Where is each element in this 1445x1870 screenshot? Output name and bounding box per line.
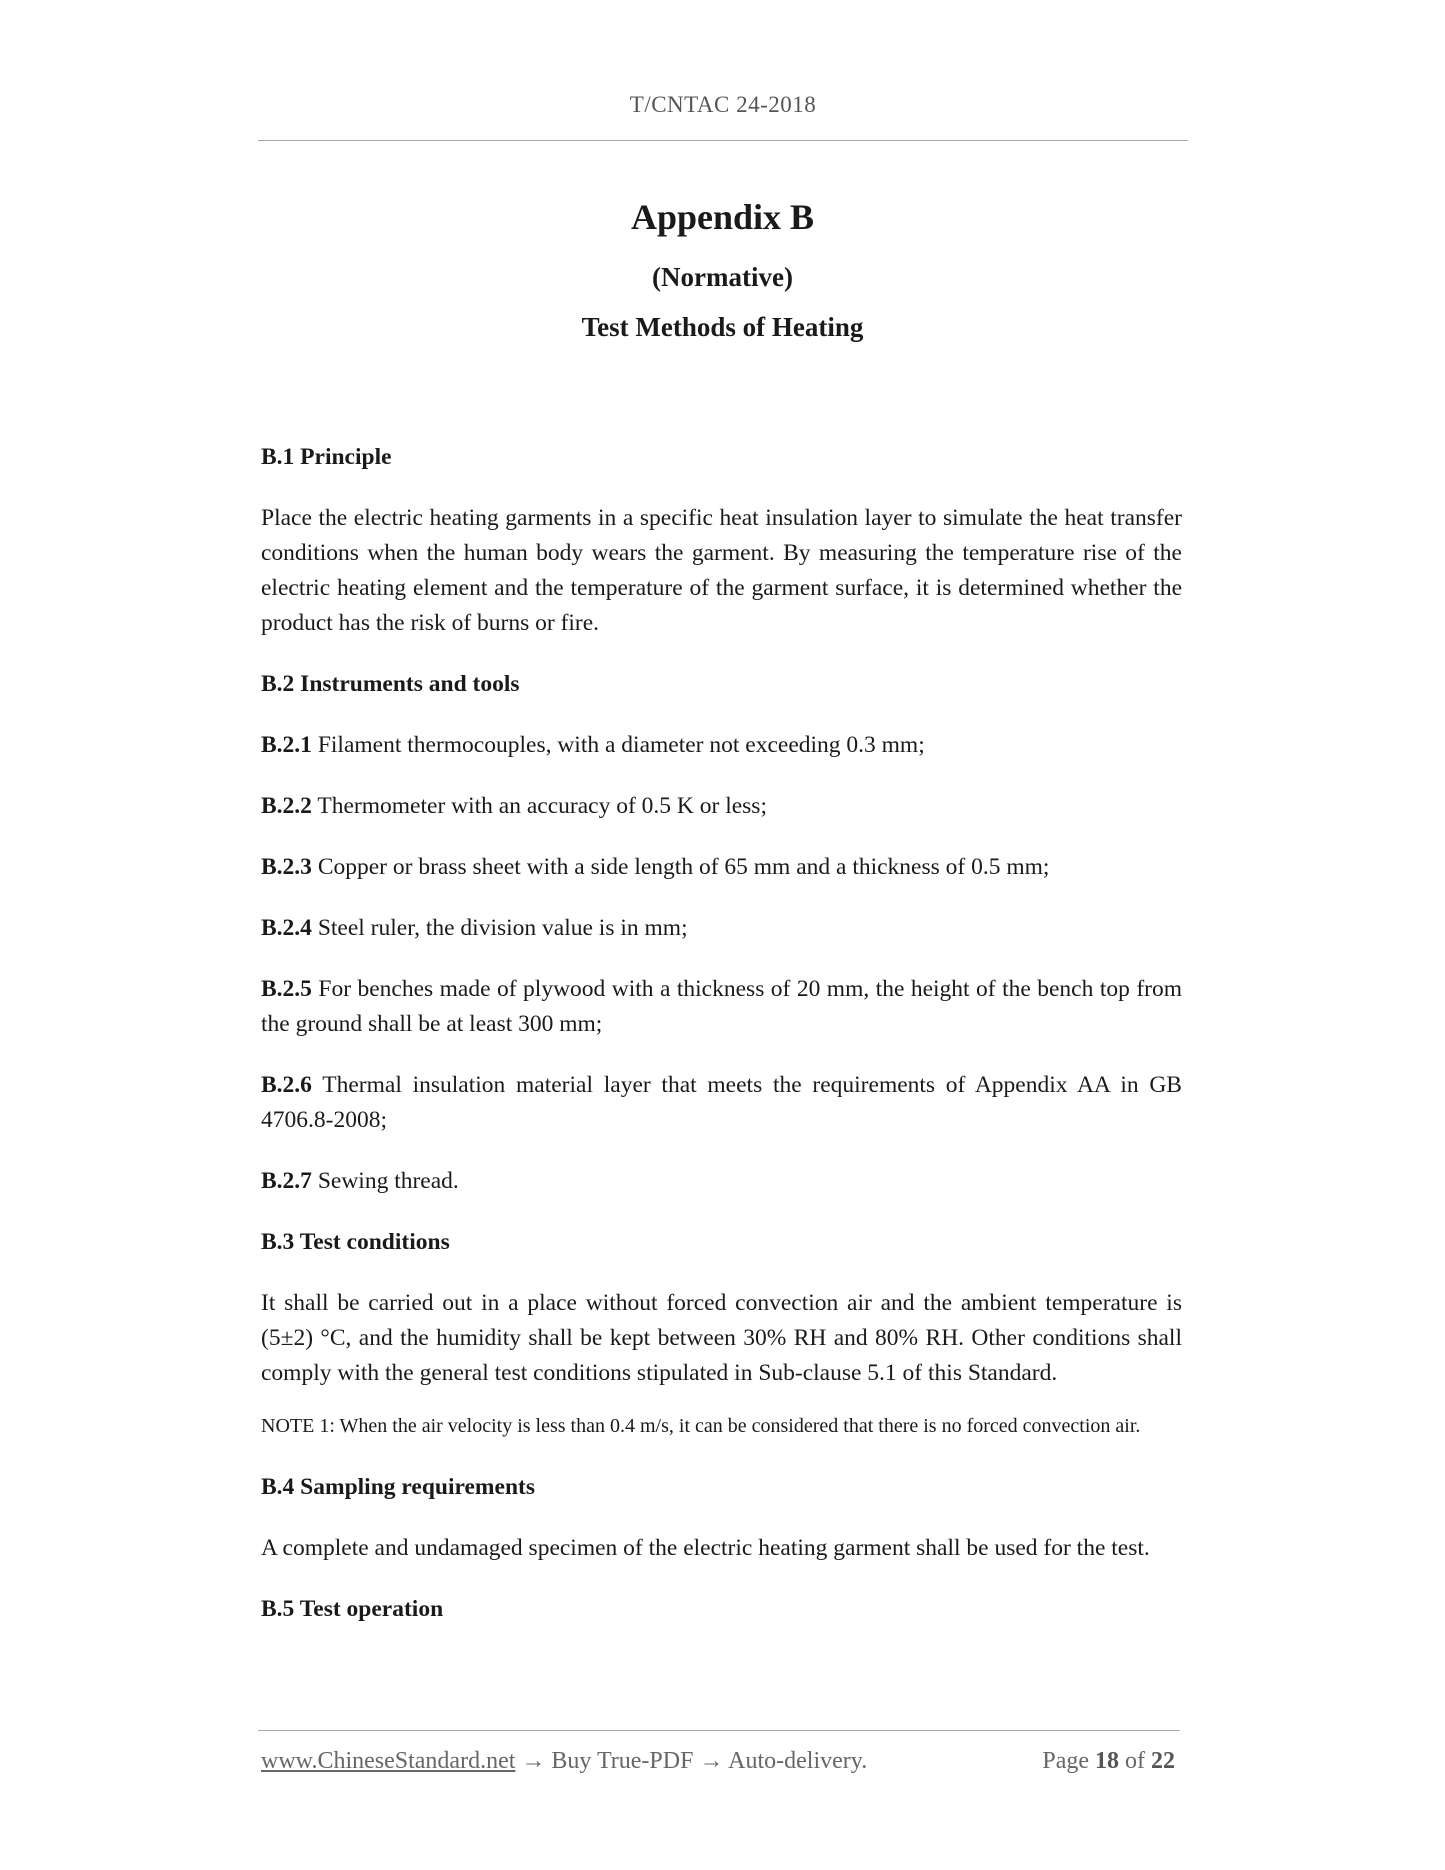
page-indicator xyxy=(1042,1748,1175,1775)
item-text: Filament thermocouples, with a diameter not exceeding 0.3 mm; xyxy=(311,732,925,758)
document-code-header: T/CNTAC 24-2018 xyxy=(629,92,817,117)
appendix-title: Appendix B xyxy=(630,197,815,237)
item-number: B.2.4 xyxy=(261,915,312,941)
current-page-number: 18 xyxy=(1095,1748,1119,1774)
list-item xyxy=(261,728,1182,763)
item-text: Thermal insulation material layer that meets the requirements of Appendix AA in GB 4706.8-2008; xyxy=(261,1072,1182,1133)
item-number: B.2.6 xyxy=(261,1072,312,1098)
item-text: For benches made of plywood with a thickness of 20 mm, the height of the bench top from the ground shall be at least 300 mm; xyxy=(261,976,1182,1037)
list-item xyxy=(261,789,1182,824)
item-text: Sewing thread. xyxy=(311,1168,459,1194)
list-item xyxy=(261,1068,1182,1138)
appendix-type: (Normative) xyxy=(652,262,793,292)
auto-delivery-text: Auto-delivery. xyxy=(728,1748,868,1774)
list-item xyxy=(261,911,1182,946)
website-link[interactable]: www.ChineseStandard.net xyxy=(261,1748,516,1774)
of-label: of xyxy=(1125,1748,1145,1774)
section-text-b3: It shall be carried out in a place without forced convection air and the ambient temperature is (5±2) °C, and the humidity shall be kept between 30% RH and 80% RH. Other conditions shall comply with the general test conditions stipulated in Sub-clause 5.1 of this Standard. xyxy=(261,1290,1182,1386)
page-label: Page xyxy=(1042,1748,1089,1774)
section-heading-b1: B.1 Principle xyxy=(261,444,392,470)
list-item xyxy=(261,850,1182,885)
section-heading-b2: B.2 Instruments and tools xyxy=(261,671,520,697)
appendix-heading: Test Methods of Heating xyxy=(581,312,864,342)
arrow-right-icon: → xyxy=(521,1748,546,1774)
section-heading-b4: B.4 Sampling requirements xyxy=(261,1474,535,1500)
item-number: B.2.1 xyxy=(261,732,312,758)
footer-divider xyxy=(258,1730,1180,1731)
note-text: NOTE 1: When the air velocity is less than 0.4 m/s, it can be considered that there is no forced convection air. xyxy=(261,1415,1141,1437)
header-divider xyxy=(258,140,1188,141)
section-text-b1: Place the electric heating garments in a specific heat insulation layer to simulate the heat transfer conditions when the human body wears the garment. By measuring the temperature rise of the electric heating element and the temperature of the garment surface, it is determined whether the product has the risk of burns or fire. xyxy=(261,505,1182,636)
section-text-b4: A complete and undamaged specimen of the electric heating garment shall be used for the test. xyxy=(261,1535,1150,1561)
item-text: Thermometer with an accuracy of 0.5 K or less; xyxy=(311,793,767,819)
total-pages-number: 22 xyxy=(1151,1748,1175,1774)
item-number: B.2.5 xyxy=(261,976,312,1002)
buy-pdf-text: Buy True-PDF xyxy=(551,1748,694,1774)
document-body xyxy=(261,440,1182,1627)
item-number: B.2.7 xyxy=(261,1168,312,1194)
list-item xyxy=(261,972,1182,1042)
item-number: B.2.3 xyxy=(261,854,312,880)
item-number: B.2.2 xyxy=(261,793,312,819)
section-heading-b3: B.3 Test conditions xyxy=(261,1229,450,1255)
item-text: Steel ruler, the division value is in mm; xyxy=(311,915,688,941)
list-item xyxy=(261,1164,1182,1199)
item-text: Copper or brass sheet with a side length of 65 mm and a thickness of 0.5 mm; xyxy=(311,854,1050,880)
arrow-right-icon: → xyxy=(699,1748,724,1774)
section-heading-b5: B.5 Test operation xyxy=(261,1596,444,1622)
footer-promo xyxy=(261,1748,867,1775)
